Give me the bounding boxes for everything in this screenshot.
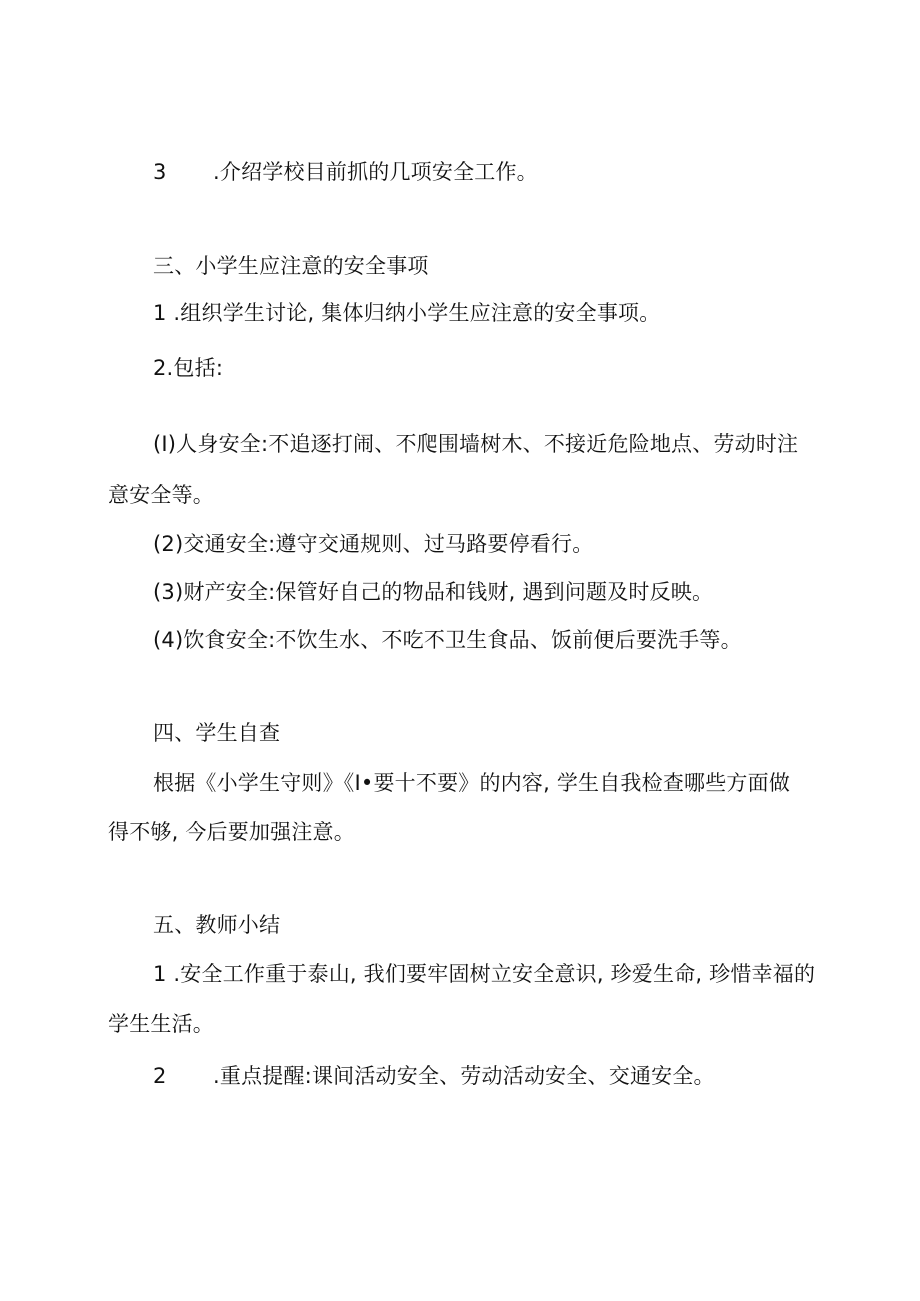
item-text: .介绍学校目前抓的几项安全工作。 [213,160,538,184]
item-text: .重点提醒:课间活动安全、劳动活动安全、交通安全。 [213,1064,715,1088]
paragraph-line: 1 .安全工作重于泰山, 我们要牢固树立安全意识, 珍爱生命, 珍惜幸福的 [153,962,816,986]
paragraph-line: (4)饮食安全:不饮生水、不吃不卫生食品、饭前便后要洗手等。 [153,628,742,652]
paragraph-line: 意安全等。 [108,483,214,507]
item-2-line [153,1062,715,1090]
section-heading-4: 四、学生自查 [153,721,281,745]
section-heading-5: 五、教师小结 [153,913,281,937]
item-number: 2 [153,1064,167,1088]
paragraph-line: (I)人身安全:不追逐打闹、不爬围墙树木、不接近危险地点、劳动时注 [153,432,799,456]
paragraph-line: 学生生活。 [108,1012,214,1036]
paragraph-line: (2)交通安全:遵守交通规则、过马路要停看行。 [153,532,594,556]
paragraph-line: (3)财产安全:保管好自己的物品和钱财, 遇到问题及时反映。 [153,580,714,604]
section-heading-3: 三、小学生应注意的安全事项 [153,254,429,278]
paragraph-line: 1 .组织学生讨论, 集体归纳小学生应注意的安全事项。 [153,301,661,325]
paragraph-line: 根据《小学生守则》《I•要十不要》的内容, 学生自我检查哪些方面做 [153,771,791,795]
paragraph-line: 2.包括: [153,356,224,380]
item-number: 3 [153,160,167,184]
paragraph-line: 得不够, 今后要加强注意。 [108,820,355,844]
item-3-line [153,158,538,186]
